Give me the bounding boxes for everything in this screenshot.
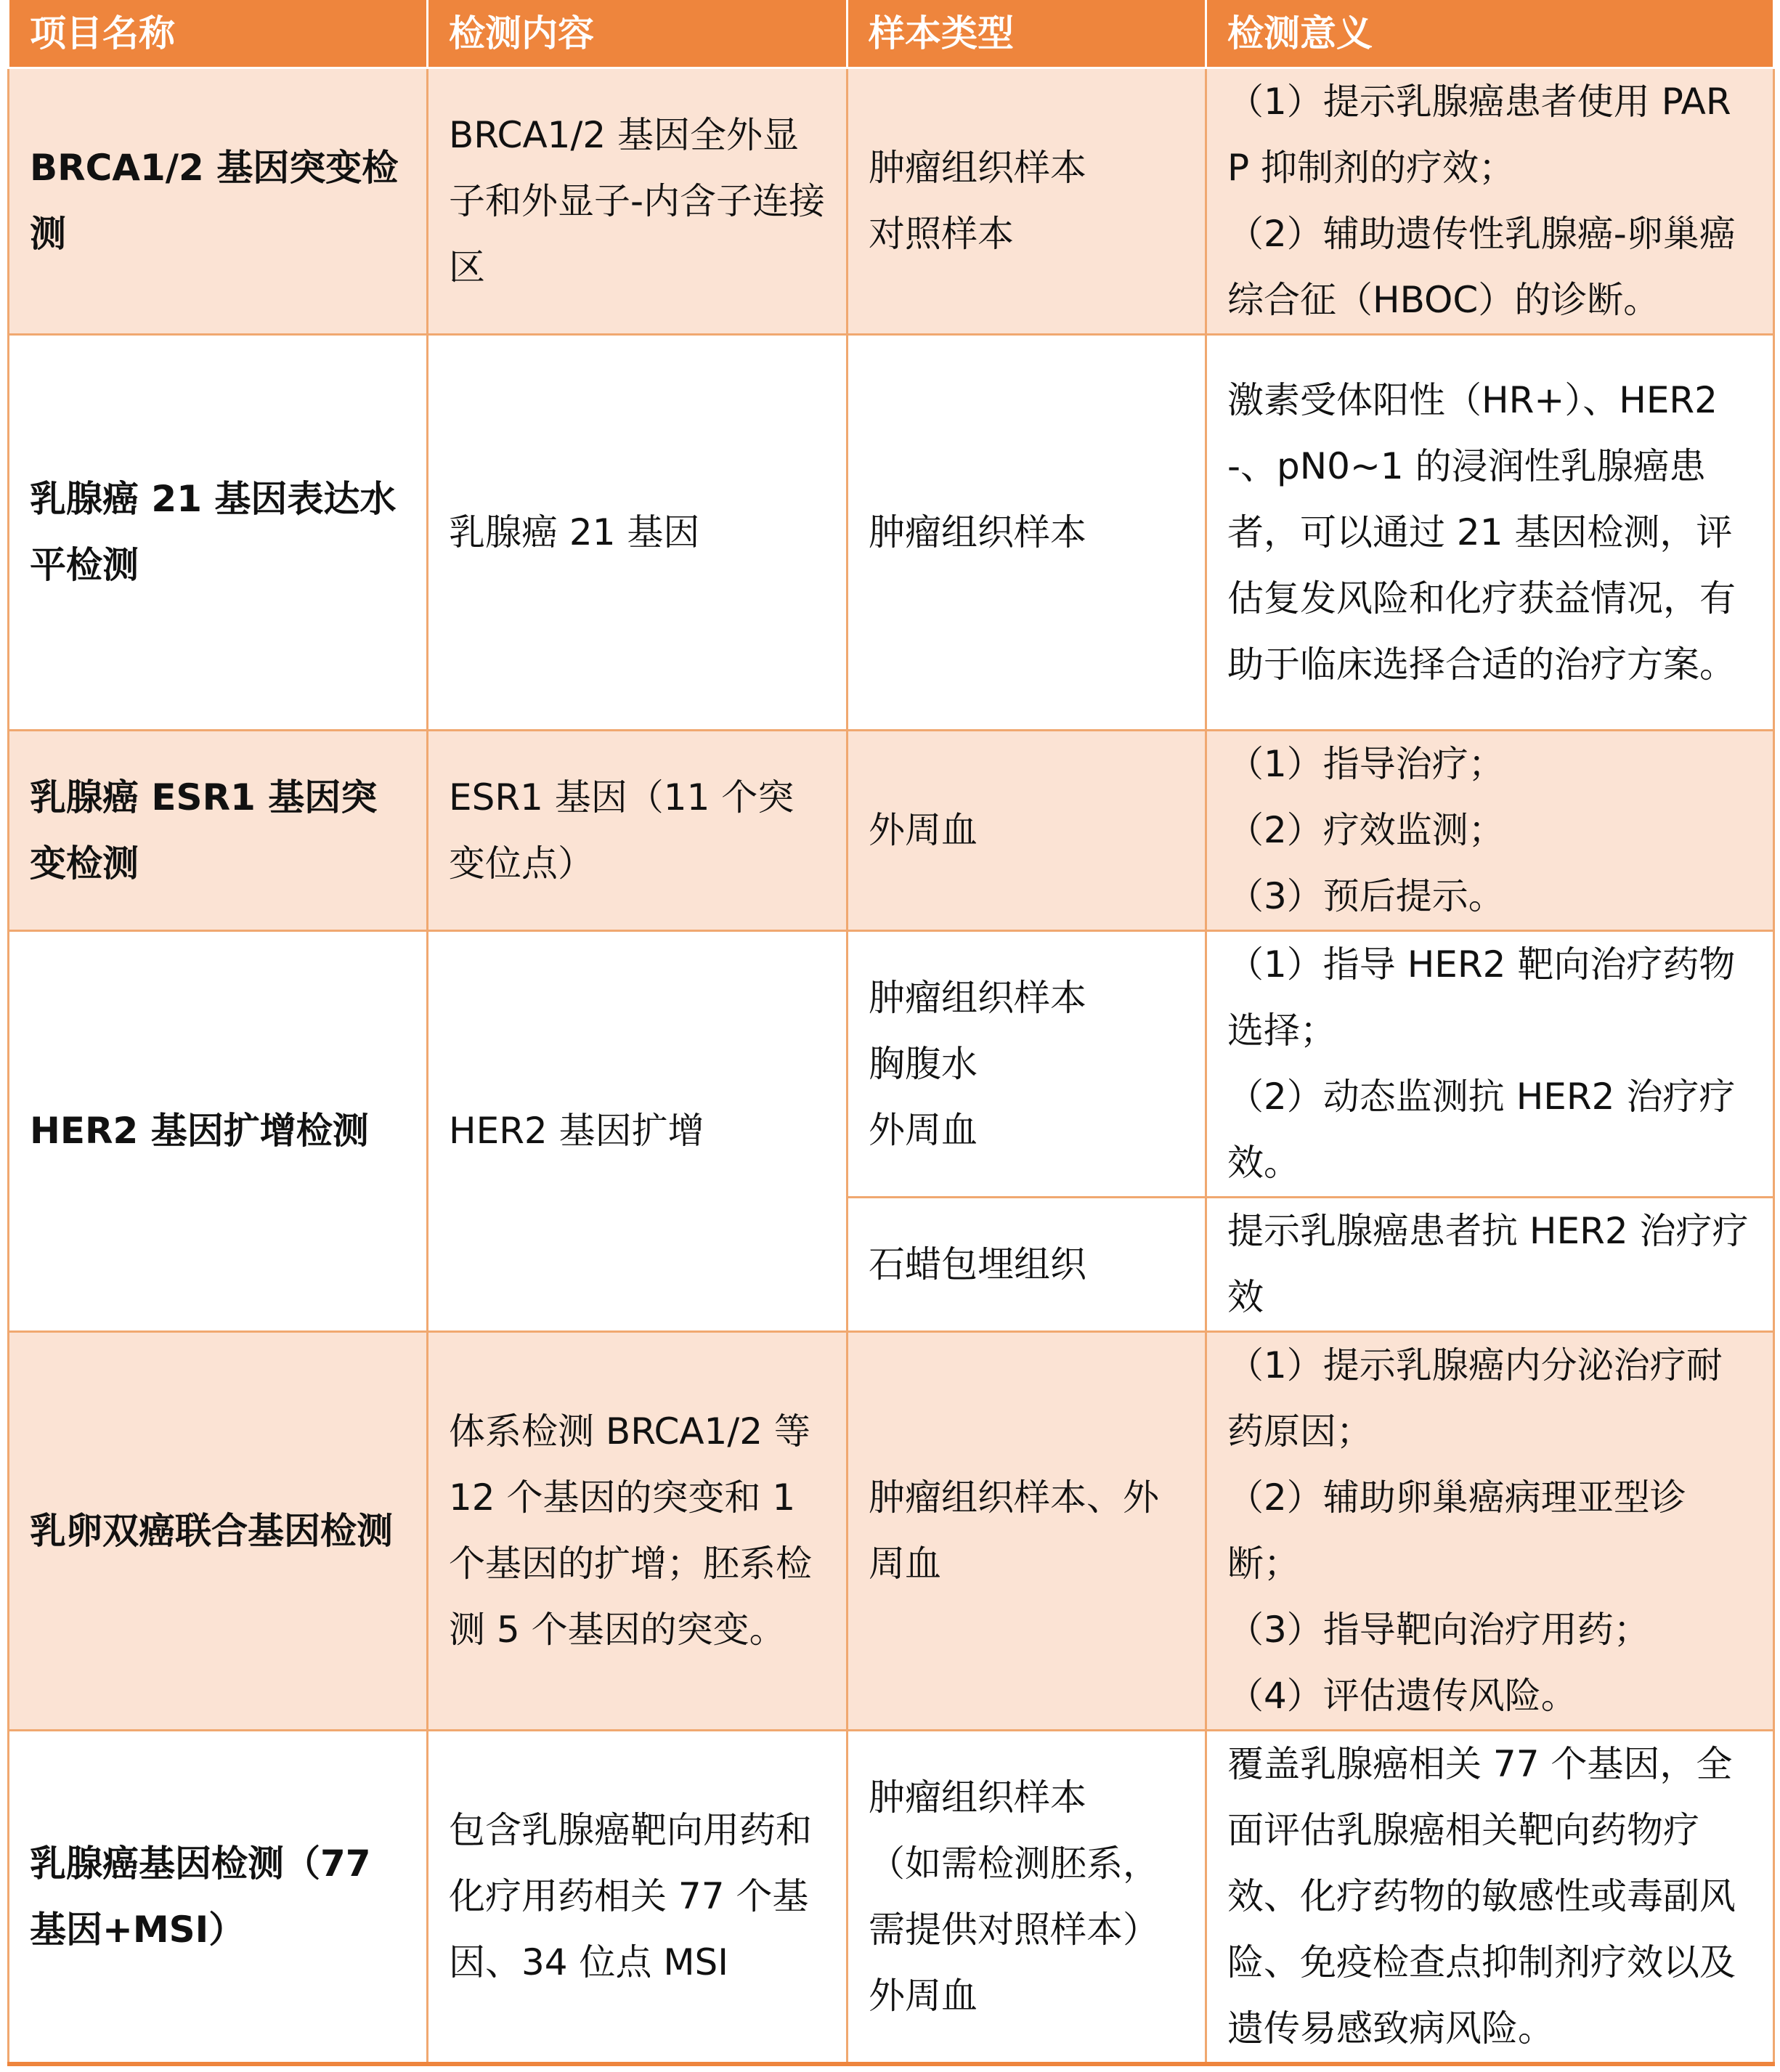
significance-line: 覆盖乳腺癌相关 77 个基因，全面评估乳腺癌相关靶向药物疗效、化疗药物的敏感性或毒副风险、免疫检查点抑制剂疗效以及遗传易感致病风险。	[1227, 1743, 1736, 2049]
sample-type-cell	[848, 1198, 1206, 1332]
sample-line: 外周血	[869, 1108, 978, 1151]
test-content-cell: HER2 基因扩增	[428, 931, 848, 1332]
significance-line: （2）动态监测抗 HER2 治疗疗效。	[1227, 1076, 1736, 1184]
significance-line: （3）预后提示。	[1227, 875, 1505, 917]
table-header	[9, 0, 1774, 68]
header-sample-type: 样本类型	[848, 0, 1206, 68]
significance-line: 激素受体阳性（HR+）、HER2-、pN0~1 的浸润性乳腺癌患者，可以通过 21 基因检测，评估复发风险和化疗获益情况，有助于临床选择合适的治疗方案。	[1227, 378, 1736, 686]
significance-cell	[1206, 1198, 1774, 1332]
table-row	[9, 68, 1774, 335]
sample-line: 肿瘤组织样本	[869, 1776, 1086, 1819]
sample-line: 外周血	[869, 1974, 978, 2017]
sample-line: （如需检测胚系，需提供对照样本）	[869, 1842, 1159, 1951]
sample-line: 肿瘤组织样本	[869, 511, 1086, 553]
sample-type-cell	[848, 1332, 1206, 1731]
sample-type-cell	[848, 1731, 1206, 2065]
significance-line: （2）辅助遗传性乳腺癌-卵巢癌综合征（HBOC）的诊断。	[1227, 213, 1736, 321]
test-content-cell: 体系检测 BRCA1/2 等 12 个基因的突变和 1 个基因的扩增；胚系检测 5 个基因的突变。	[428, 1332, 848, 1731]
significance-cell	[1206, 1332, 1774, 1731]
test-content-cell: BRCA1/2 基因全外显子和外显子-内含子连接区	[428, 68, 848, 335]
table-row	[9, 931, 1774, 1198]
sample-type-cell	[848, 731, 1206, 931]
table-row	[9, 1731, 1774, 2065]
gene-test-table	[7, 0, 1775, 2066]
sample-type-cell	[848, 335, 1206, 731]
header-test-content: 检测内容	[428, 0, 848, 68]
table-row	[9, 731, 1774, 931]
significance-line: （1）指导治疗；	[1227, 743, 1505, 785]
gene-test-table-container	[7, 0, 1773, 2066]
sample-line: 石蜡包埋组织	[869, 1243, 1086, 1285]
significance-line: （3）指导靶向治疗用药；	[1227, 1609, 1650, 1651]
table-row	[9, 1332, 1774, 1731]
significance-cell	[1206, 731, 1774, 931]
significance-line: （1）提示乳腺癌患者使用 PARP 抑制剂的疗效；	[1227, 81, 1731, 189]
sample-line: 对照样本	[869, 213, 1014, 255]
project-name-cell: 乳腺癌 ESR1 基因突变检测	[9, 731, 428, 931]
significance-line: 提示乳腺癌患者抗 HER2 治疗疗效	[1227, 1210, 1749, 1318]
significance-cell	[1206, 68, 1774, 335]
significance-cell	[1206, 335, 1774, 731]
project-name-cell: HER2 基因扩增检测	[9, 931, 428, 1332]
sample-type-cell	[848, 68, 1206, 335]
significance-line: （4）评估遗传风险。	[1227, 1675, 1577, 1717]
sample-line: 肿瘤组织样本	[869, 147, 1086, 189]
significance-line: （2）辅助卵巢癌病理亚型诊断；	[1227, 1476, 1686, 1585]
significance-cell	[1206, 931, 1774, 1198]
header-test-significance: 检测意义	[1206, 0, 1774, 68]
significance-line: （1）指导 HER2 靶向治疗药物选择；	[1227, 943, 1736, 1052]
sample-line: 肿瘤组织样本	[869, 976, 1086, 1019]
project-name-cell: 乳腺癌 21 基因表达水平检测	[9, 335, 428, 731]
test-content-cell: 乳腺癌 21 基因	[428, 335, 848, 731]
project-name-cell: 乳腺癌基因检测（77 基因+MSI）	[9, 1731, 428, 2065]
project-name-cell: BRCA1/2 基因突变检测	[9, 68, 428, 335]
test-content-cell: ESR1 基因（11 个突变位点）	[428, 731, 848, 931]
significance-line: （1）提示乳腺癌内分泌治疗耐药原因；	[1227, 1344, 1723, 1453]
sample-line: 肿瘤组织样本、外周血	[869, 1476, 1159, 1585]
significance-line: （2）疗效监测；	[1227, 809, 1505, 851]
sample-type-cell	[848, 931, 1206, 1198]
sample-line: 外周血	[869, 809, 978, 851]
sample-line: 胸腹水	[869, 1042, 978, 1085]
header-project-name: 项目名称	[9, 0, 428, 68]
project-name-cell: 乳卵双癌联合基因检测	[9, 1332, 428, 1731]
table-row	[9, 335, 1774, 731]
significance-cell	[1206, 1731, 1774, 2065]
test-content-cell: 包含乳腺癌靶向用药和化疗用药相关 77 个基因、34 位点 MSI	[428, 1731, 848, 2065]
